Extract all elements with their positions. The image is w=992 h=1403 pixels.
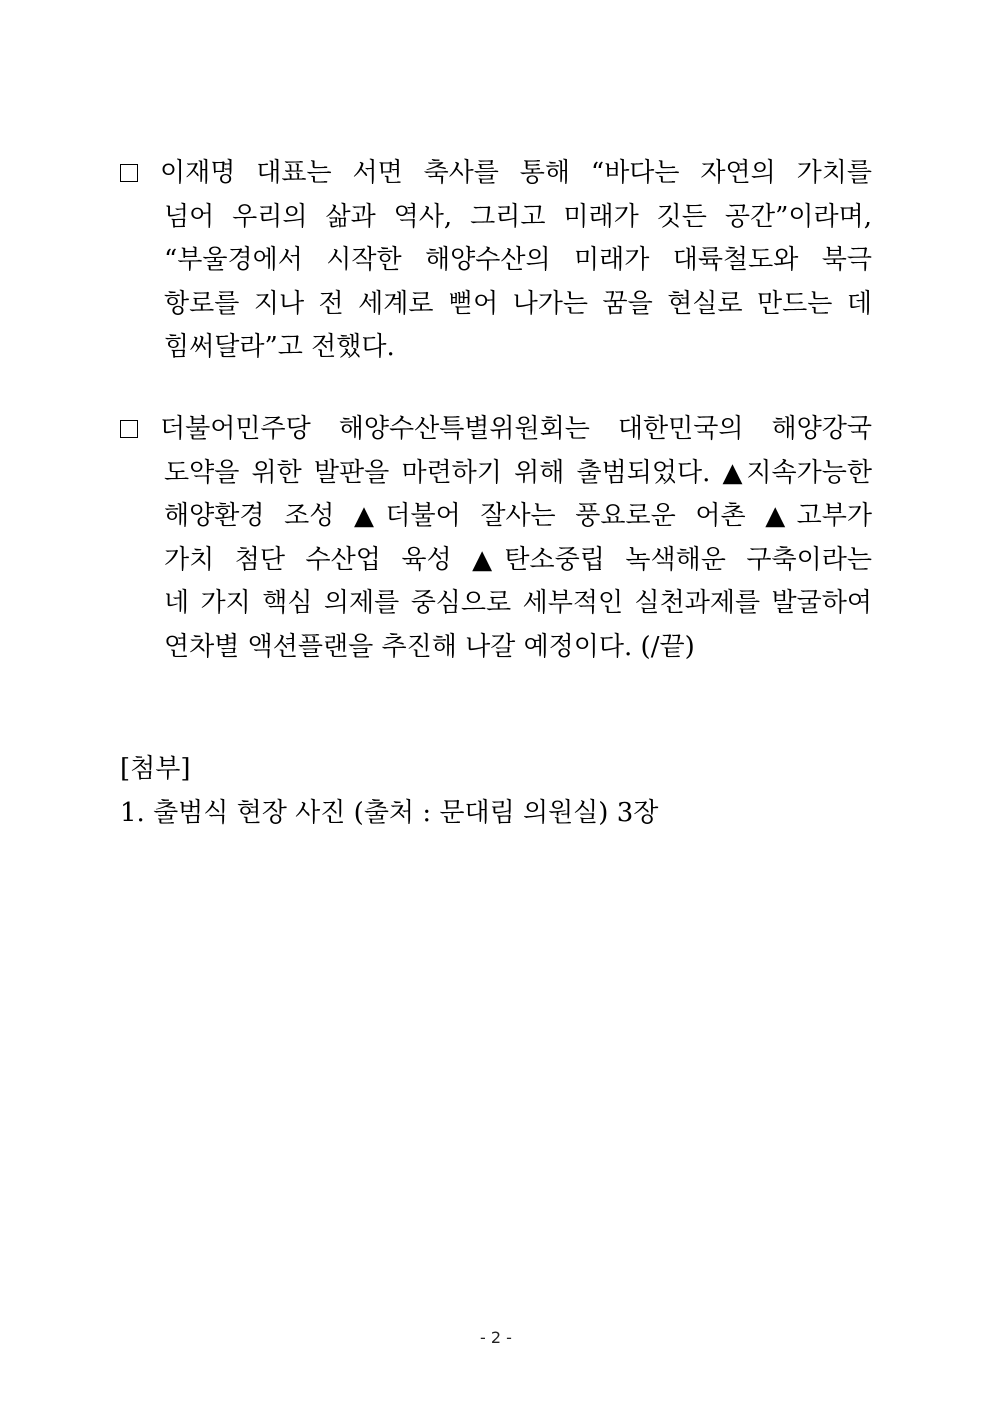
paragraph-line: 힘써달라”고 전했다. <box>164 332 395 362</box>
paragraph-line: 항로를 지나 전 세계로 뻗어 나가는 꿈을 현실로 만드는 데 <box>164 288 872 319</box>
paragraph-line: 이재명 대표는 서면 축사를 통해 “바다는 자연의 가치를 <box>120 152 872 196</box>
paragraph-line: 연차별 액션플랜을 추진해 나갈 예정이다. (/끝) <box>164 631 695 662</box>
page-number: - 2 - <box>480 1328 512 1347</box>
paragraph-line: 가치 첨단 수산업 육성 ▲탄소중립 녹색해운 구축이라는 <box>164 544 872 575</box>
checkbox-bullet-icon <box>120 164 138 182</box>
paragraph-line: 더불어민주당 해양수산특별위원회는 대한민국의 해양강국 <box>120 408 872 452</box>
paragraph-line: 넘어 우리의 삶과 역사, 그리고 미래가 깃든 공간”이라며, <box>164 201 872 232</box>
attachment-heading: [첨부] <box>120 754 191 784</box>
paragraph-line: 해양환경 조성 ▲더불어 잘사는 풍요로운 어촌 ▲고부가 <box>164 501 872 531</box>
paragraph-line: 네 가지 핵심 의제를 중심으로 세부적인 실천과제를 발굴하여 <box>164 588 872 618</box>
paragraph-line: 도약을 위한 발판을 마련하기 위해 출범되었다. ▲지속가능한 <box>164 457 872 488</box>
paragraph-committee-launch <box>120 408 872 669</box>
paragraph-ceremony-remarks <box>120 152 872 370</box>
attachment-item: 1. 출범식 현장 사진 (출처 : 문대림 의원실) 3장 <box>120 798 659 828</box>
paragraph-line: “부울경에서 시작한 해양수산의 미래가 대륙철도와 북극 <box>164 245 872 275</box>
checkbox-bullet-icon <box>120 420 138 438</box>
